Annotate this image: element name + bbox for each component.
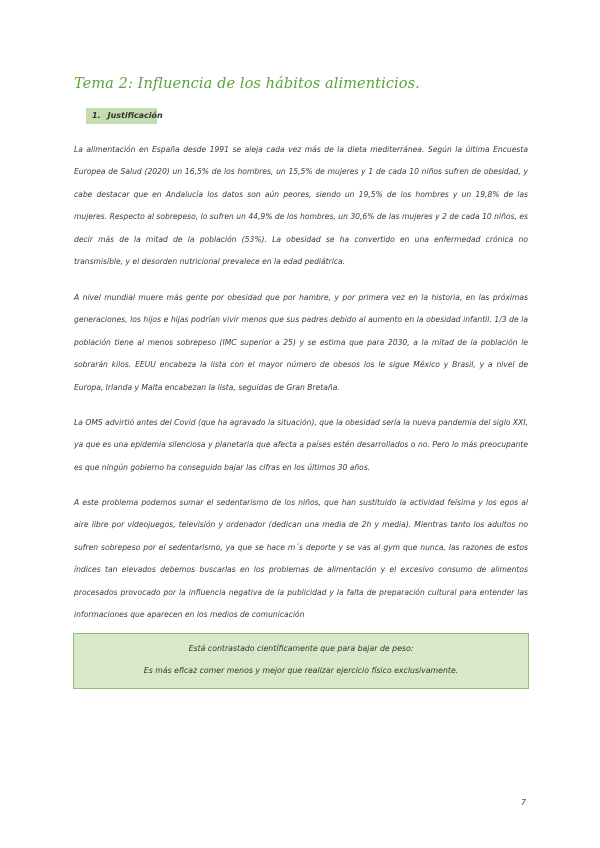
section-number: 1. [92,111,101,120]
section-label: Justificación [107,111,163,120]
page-title: Tema 2: Influencia de los hábitos alimenticios. [74,76,420,92]
paragraph: A este problema podemos sumar el sedentarismo de los niños, que han sustituido la actividad feísima y los egos al aire libre por videojuegos, televisión y ordenador (dedican una media de 2h y media). Mientras tanto los adultos no sufren sobrepeso por el sedentarismo, ya que se hace m´s deporte y se vas al gym que nunca, las razones de estos índices tan elevados debemos buscarlas en los problemas de alimentación y el excesivo consumo de alimentos procesados provocado por la influencia negativa de la publicidad y la falta de preparación cultural para entender las informaciones que aparecen en los medios de comunicación [74,498,528,620]
paragraph: A nivel mundial muere más gente por obesidad que por hambre, y por primera vez en la historia, en las próximas generaciones, los hijos e hijas podrían vivir menos que sus padres debido al aumento en la obesidad infantil. 1/3 de la población tiene al menos sobrepeso (IMC superior a 25) y se estima que para 2030, a la mitad de la población le sobrarán kilos. EEUU encabeza la lista con el mayor número de obesos los le sigue México y Brasil, y a nivel de Europa, Irlanda y Malta encabezan la lista, seguidas de Gran Bretaña. [74,293,528,392]
highlight-line-1: Está contrastado científicamente que para bajar de peso: [188,644,414,653]
paragraph: La alimentación en España desde 1991 se aleja cada vez más de la dieta mediterránea. Según la última Encuesta Europea de Salud (2020) un 16,5% de los hombres, un 15,5% de mujeres y 1 de cada 10 niños sufren de obesidad, y cabe destacar que en Andalucía los datos son aún peores, siendo un 19,5% de los hombres y un 19,8% de las mujeres. Respecto al sobrepeso, lo sufren un 44,9% de los hombres, un 30,6% de las mujeres y 2 de cada 10 niños, es decir más de la mitad de la población (53%). La obesidad se ha convertido en una enfermedad crónica no transmisible, y el desorden nutricional prevalece en la edad pediátrica. [74,145,528,267]
section-heading [86,108,163,124]
highlight-box [73,633,529,689]
page-number: 7 [521,798,527,807]
highlight-line-2: Es más eficaz comer menos y mejor que realizar ejercicio físico exclusivamente. [143,666,459,675]
paragraph: La OMS advirtió antes del Covid (que ha agravado la situación), que la obesidad sería la nueva pandemia del siglo XXI, ya que es una epidemia silenciosa y planetaria que afecta a países estén desarrollados o no. Pero lo más preocupante es que ningún gobierno ha conseguido bajar las cifras en los últimos 30 años. [74,418,528,472]
